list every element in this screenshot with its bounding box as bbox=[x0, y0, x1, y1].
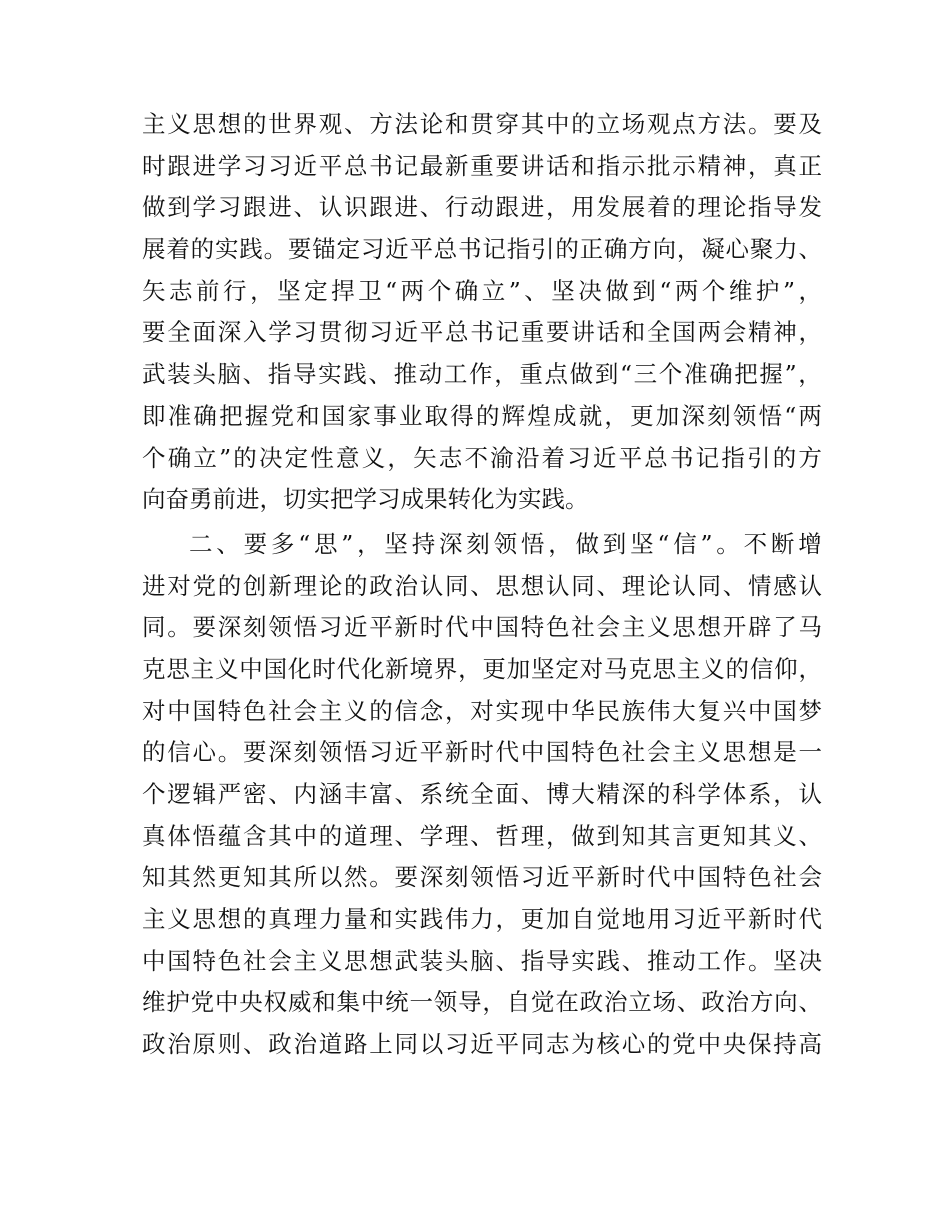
text-line: 武 装 头 脑 、 指 导 实 践 、 推 动 工 作 ， 重 点 做 到 “ 三 个 准 确 把 握 ” ， bbox=[142, 360, 822, 389]
text-line: 真 体 悟 蕴 含 其 中 的 道 理 、 学 理 、 哲 理 ， 做 到 知 其 言 更 知 其 义 、 bbox=[142, 821, 822, 850]
text-line: 政 治 原 则 、 政 治 道 路 上 同 以 习 近 平 同 志 为 核 心 的 党 中 央 保 持 高 bbox=[142, 1030, 822, 1059]
text-line: 知 其 然 更 知 其 所 以 然 。 要 深 刻 领 悟 习 近 平 新 时 代 中 国 特 色 社 会 bbox=[142, 863, 822, 892]
paragraph-1 bbox=[142, 104, 822, 521]
text-line: 个 确 立 ” 的 决 定 性 意 义 ， 矢 志 不 渝 沿 着 习 近 平 总 书 记 指 引 的 方 bbox=[142, 443, 822, 472]
text-line: 矢 志 前 行 ， 坚 定 捍 卫 “ 两 个 确 立 ” 、 坚 决 做 到 “ 两 个 维 护 ” ， bbox=[142, 276, 822, 305]
body-text bbox=[142, 104, 822, 1066]
text-line: 主 义 思 想 的 真 理 力 量 和 实 践 伟 力 ， 更 加 自 觉 地 用 习 近 平 新 时 代 bbox=[142, 905, 822, 934]
text-line: 展 着 的 实 践 。 要 锚 定 习 近 平 总 书 记 指 引 的 正 确 方 向 ， 凝 心 聚 力 、 bbox=[142, 235, 822, 264]
text-line: 进 对 党 的 创 新 理 论 的 政 治 认 同 、 思 想 认 同 、 理 论 认 同 、 情 感 认 bbox=[142, 571, 822, 600]
paragraph-2 bbox=[142, 524, 822, 1066]
text-line: 同 。 要 深 刻 领 悟 习 近 平 新 时 代 中 国 特 色 社 会 主 义 思 想 开 辟 了 马 bbox=[142, 613, 822, 642]
text-line: 个 逻 辑 严 密 、 内 涵 丰 富 、 系 统 全 面 、 博 大 精 深 的 科 学 体 系 ， 认 bbox=[142, 780, 822, 808]
text-line: 主 义 思 想 的 世 界 观 、 方 法 论 和 贯 穿 其 中 的 立 场 观 点 方 法 。 要 及 bbox=[142, 110, 822, 138]
text-line: 的 信 心 。 要 深 刻 领 悟 习 近 平 新 时 代 中 国 特 色 社 会 主 义 思 想 是 一 bbox=[142, 738, 822, 767]
text-line: 克 思 主 义 中 国 化 时 代 化 新 境 界 ， 更 加 坚 定 对 马 克 思 主 义 的 信 仰 ， bbox=[142, 654, 822, 683]
text-line: 二 、 要 多 “ 思 ” ， 坚 持 深 刻 领 悟 ， 做 到 坚 “ 信 ” 。 不 断 增 bbox=[189, 529, 822, 558]
text-line: 中 国 特 色 社 会 主 义 思 想 武 装 头 脑 、 指 导 实 践 、 推 动 工 作 。 坚 决 bbox=[142, 946, 822, 975]
text-line: 即 准 确 把 握 党 和 国 家 事 业 取 得 的 辉 煌 成 就 ， 更 加 深 刻 领 悟 “ 两 bbox=[142, 401, 822, 430]
text-line: 要 全 面 深 入 学 习 贯 彻 习 近 平 总 书 记 重 要 讲 话 和 全 国 两 会 精 神 ， bbox=[142, 318, 822, 347]
text-line: 做 到 学 习 跟 进 、 认 识 跟 进 、 行 动 跟 进 ， 用 发 展 着 的 理 论 指 导 发 bbox=[142, 193, 822, 222]
text-line: 维 护 党 中 央 权 威 和 集 中 统 一 领 导 ， 自 觉 在 政 治 立 场 、 政 治 方 向 、 bbox=[142, 988, 822, 1017]
text-line: 时 跟 进 学 习 习 近 平 总 书 记 最 新 重 要 讲 话 和 指 示 批 示 精 神 ， 真 正 bbox=[142, 151, 822, 180]
text-line: 向奋勇前进，切实把学习成果转化为实践。 bbox=[142, 485, 589, 514]
text-line: 对 中 国 特 色 社 会 主 义 的 信 念 ， 对 实 现 中 华 民 族 伟 大 复 兴 中 国 梦 bbox=[142, 696, 822, 725]
